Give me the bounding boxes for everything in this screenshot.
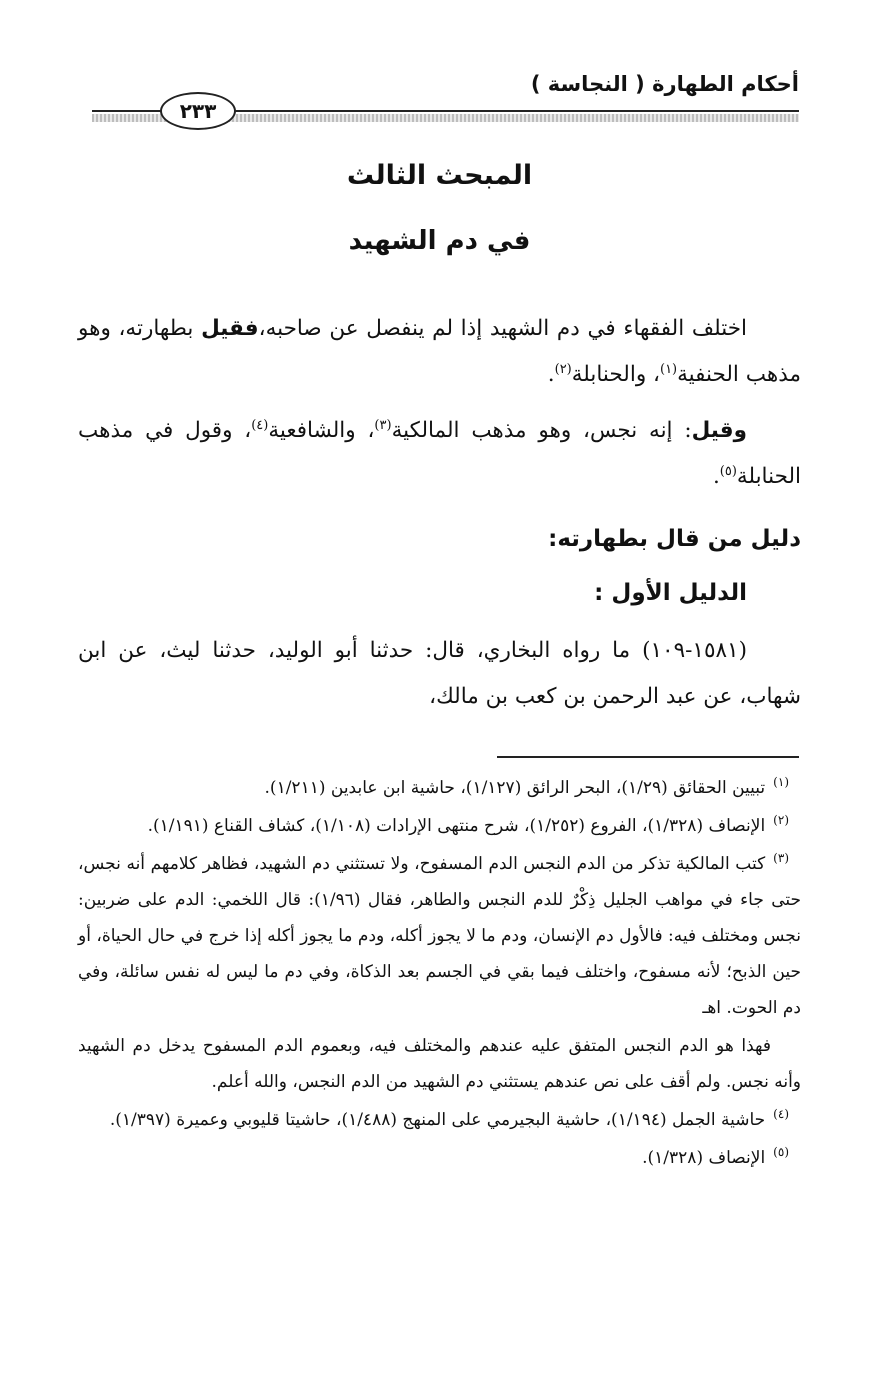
text: ، وقول في مذهب الحنابلة xyxy=(78,418,801,489)
footnote xyxy=(78,1102,801,1138)
text: ، والحنابلة xyxy=(571,362,660,387)
footnote-text: الإنصاف (١/٣٢٨)، الفروع (١/٢٥٢)، شرح منتهى الإرادات (١/١٠٨)، كشاف القناع (١/١٩١). xyxy=(147,816,766,836)
text: ، والشافعية xyxy=(268,418,375,443)
footnote-mark: (٢) xyxy=(773,813,789,828)
footnote-mark: (٤) xyxy=(773,1107,789,1122)
text: . xyxy=(712,464,720,489)
footnote-mark: (١) xyxy=(773,775,789,790)
keyword: وقيل xyxy=(691,418,748,443)
footnote-text: الإنصاف (١/٣٢٨). xyxy=(642,1148,766,1168)
text: : إنه نجس، وهو مذهب المالكية xyxy=(391,418,692,443)
paragraph-opinion-pure xyxy=(78,306,801,398)
text: بطهارته، وهو مذهب الحنفية xyxy=(78,316,801,387)
footnote-ref[interactable]: (٥) xyxy=(719,463,737,479)
footnote-ref[interactable]: (١) xyxy=(659,361,678,377)
section-subtitle: في دم الشهيد xyxy=(348,226,531,256)
footnote-ref[interactable]: (٤) xyxy=(251,417,269,433)
footnote xyxy=(78,1140,801,1176)
footnotes xyxy=(78,770,801,1178)
text: اختلف الفقهاء في دم الشهيد إذا لم ينفصل عن صاحبه، xyxy=(258,316,747,341)
footnote xyxy=(78,846,801,1026)
footnote-text: فهذا هو الدم النجس المتفق عليه عندهم والمختلف فيه، وبعموم الدم المسفوح يدخل دم الشهيد وأنه نجس. ولم أقف على نص عندهم يستثني دم الشهيد من الدم النجس، والله أعلم. xyxy=(78,1036,801,1092)
page-number: ٢٣٣ xyxy=(179,99,217,123)
footnote-mark: (٣) xyxy=(773,851,789,866)
footnote-mark: (٥) xyxy=(773,1145,789,1160)
text: . xyxy=(547,362,555,387)
footnote xyxy=(78,808,801,844)
footnote-ref[interactable]: (٣) xyxy=(374,417,392,433)
page-number-oval xyxy=(160,92,236,130)
footnote-ref[interactable]: (٢) xyxy=(554,361,572,377)
running-title: أحكام الطهارة ( النجاسة ) xyxy=(530,72,799,96)
footnote-text: كتب المالكية تذكر من الدم النجس الدم المسفوح، ولا تستثني دم الشهيد، فظاهر كلامهم أنه نجس، حتى جاء في مواهب الجليل ذِكْرٌ للدم النجس والطاهر، فقال (١/٩٦): قال اللخمي: الدم على ضربين: نجس ومختلف فيه: فالأول دم الإنسان، ودم ما لا يجوز أكله، ودم ما يجوز أكله إذا خرج في حال الحياة، أو حين الذبح؛ لأنه مسفوح، واختلف فيما بقي في الجسم بعد الذكاة، وفي دم ما ليس له نفس سائلة، وفي دم الحوت. اهـ xyxy=(78,854,801,1018)
paragraph-opinion-impure xyxy=(78,408,801,500)
hadith-paragraph: (١٥٨١-١٠٩) ما رواه البخاري، قال: حدثنا أبو الوليد، حدثنا ليث، عن ابن شهاب، عن عبد الرحمن بن كعب بن مالك، xyxy=(78,638,801,709)
keyword: فقيل xyxy=(201,316,259,341)
footnote-text: تبيين الحقائق (١/٢٩)، البحر الرائق (١/١٢٧)، حاشية ابن عابدين (١/٢١١). xyxy=(264,778,766,798)
evidence-heading: دليل من قال بطهارته: xyxy=(548,526,801,552)
first-evidence-heading: الدليل الأول : xyxy=(594,580,747,606)
footnote-text: حاشية الجمل (١/١٩٤)، حاشية البجيرمي على المنهج (١/٤٨٨)، حاشيتا قليوبي وعميرة (١/٣٩٧). xyxy=(109,1110,766,1130)
section-title: المبحث الثالث xyxy=(346,160,533,191)
footnote xyxy=(78,770,801,806)
footnote-separator xyxy=(497,756,799,758)
footnote-continuation xyxy=(78,1028,801,1100)
